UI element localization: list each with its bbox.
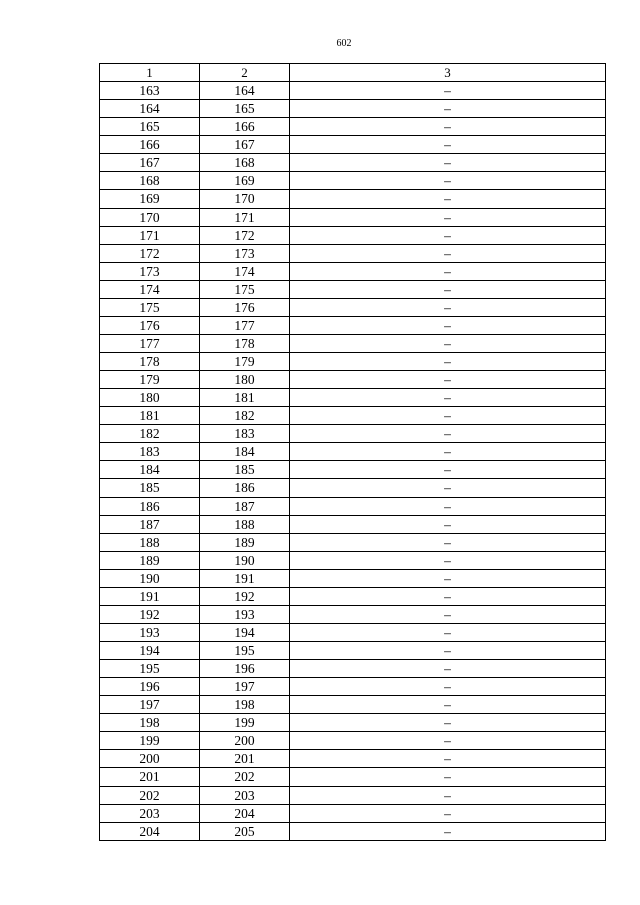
table-cell-col-1: 198 (100, 714, 200, 732)
table-cell-col-2: 177 (200, 316, 290, 334)
table-cell-col-1: 204 (100, 822, 200, 840)
table-row (100, 479, 606, 497)
table-cell-col-3: – (290, 154, 606, 172)
table-cell-col-1: 186 (100, 497, 200, 515)
table-cell-col-1: 192 (100, 605, 200, 623)
table-cell-col-3: – (290, 569, 606, 587)
table-cell-col-2: 183 (200, 425, 290, 443)
table-row (100, 623, 606, 641)
table-row (100, 497, 606, 515)
table-cell-col-3: – (290, 226, 606, 244)
table-cell-col-2: 184 (200, 443, 290, 461)
table-row (100, 551, 606, 569)
table-cell-col-2: 169 (200, 172, 290, 190)
page-number: 602 (336, 38, 352, 49)
table-row (100, 298, 606, 316)
table-row (100, 804, 606, 822)
table-row (100, 732, 606, 750)
table-cell-col-2: 168 (200, 154, 290, 172)
table-cell-col-1: 172 (100, 244, 200, 262)
table-cell-col-2: 180 (200, 371, 290, 389)
table-cell-col-1: 177 (100, 334, 200, 352)
table-cell-col-2: 174 (200, 262, 290, 280)
table-row (100, 154, 606, 172)
table-cell-col-3: – (290, 136, 606, 154)
table-row (100, 569, 606, 587)
table-cell-col-3: – (290, 479, 606, 497)
table-row (100, 515, 606, 533)
table-cell-col-3: – (290, 768, 606, 786)
table-cell-col-2: 176 (200, 298, 290, 316)
table-cell-col-3: – (290, 732, 606, 750)
table-cell-col-2: 170 (200, 190, 290, 208)
table-cell-col-3: – (290, 696, 606, 714)
table-cell-col-1: 191 (100, 587, 200, 605)
table-cell-col-2: 175 (200, 280, 290, 298)
table-cell-col-2: 179 (200, 353, 290, 371)
table-cell-col-3: – (290, 334, 606, 352)
table-cell-col-2: 202 (200, 768, 290, 786)
table-cell-col-2: 194 (200, 623, 290, 641)
table-row (100, 714, 606, 732)
table-cell-col-3: – (290, 407, 606, 425)
table-cell-col-2: 171 (200, 208, 290, 226)
table-cell-col-1: 194 (100, 642, 200, 660)
table-cell-col-1: 166 (100, 136, 200, 154)
table-cell-col-3: – (290, 642, 606, 660)
table-cell-col-2: 190 (200, 551, 290, 569)
table-cell-col-1: 201 (100, 768, 200, 786)
table-cell-col-2: 167 (200, 136, 290, 154)
table-cell-col-1: 199 (100, 732, 200, 750)
table-cell-col-3: – (290, 298, 606, 316)
table-cell-col-2: 189 (200, 533, 290, 551)
table-cell-col-1: 196 (100, 678, 200, 696)
table-cell-col-3: – (290, 208, 606, 226)
table-cell-col-3: – (290, 100, 606, 118)
table-cell-col-3: – (290, 443, 606, 461)
table-cell-col-3: – (290, 714, 606, 732)
table-cell-col-3: – (290, 551, 606, 569)
table-cell-col-1: 180 (100, 389, 200, 407)
table-cell-col-1: 202 (100, 786, 200, 804)
table-row (100, 118, 606, 136)
table-row (100, 262, 606, 280)
table-cell-col-1: 164 (100, 100, 200, 118)
table-cell-col-3: – (290, 533, 606, 551)
table-cell-col-3: – (290, 515, 606, 533)
table-cell-col-1: 179 (100, 371, 200, 389)
table-cell-col-3: – (290, 605, 606, 623)
table-cell-col-1: 165 (100, 118, 200, 136)
table-cell-col-1: 185 (100, 479, 200, 497)
table-row (100, 461, 606, 479)
table-cell-col-2: 197 (200, 678, 290, 696)
table-cell-col-3: – (290, 190, 606, 208)
table-cell-col-2: 195 (200, 642, 290, 660)
table-cell-col-2: 205 (200, 822, 290, 840)
table-row (100, 316, 606, 334)
table-cell-col-1: 193 (100, 623, 200, 641)
table-row (100, 82, 606, 100)
table-cell-col-1: 171 (100, 226, 200, 244)
table-row (100, 786, 606, 804)
table-cell-col-3: – (290, 371, 606, 389)
table-row (100, 208, 606, 226)
table-cell-col-3: – (290, 804, 606, 822)
table-cell-col-2: 173 (200, 244, 290, 262)
table-cell-col-1: 190 (100, 569, 200, 587)
table-cell-col-2: 188 (200, 515, 290, 533)
table-cell-col-3: – (290, 389, 606, 407)
table-cell-col-2: 181 (200, 389, 290, 407)
table-body (100, 82, 606, 841)
table-cell-col-1: 197 (100, 696, 200, 714)
table-row (100, 750, 606, 768)
table-cell-col-2: 201 (200, 750, 290, 768)
table-cell-col-3: – (290, 497, 606, 515)
table-cell-col-2: 193 (200, 605, 290, 623)
table-cell-col-1: 178 (100, 353, 200, 371)
table-cell-col-2: 165 (200, 100, 290, 118)
table-row (100, 642, 606, 660)
table-row (100, 226, 606, 244)
table-cell-col-2: 200 (200, 732, 290, 750)
table-row (100, 244, 606, 262)
table-cell-col-3: – (290, 678, 606, 696)
table-cell-col-2: 185 (200, 461, 290, 479)
table-cell-col-2: 191 (200, 569, 290, 587)
table-cell-col-3: – (290, 587, 606, 605)
table-row (100, 172, 606, 190)
table-cell-col-1: 200 (100, 750, 200, 768)
table-cell-col-1: 181 (100, 407, 200, 425)
table-cell-col-1: 176 (100, 316, 200, 334)
table-cell-col-1: 170 (100, 208, 200, 226)
column-header-2: 2 (200, 64, 290, 82)
table-cell-col-1: 182 (100, 425, 200, 443)
table-cell-col-2: 164 (200, 82, 290, 100)
table-cell-col-2: 166 (200, 118, 290, 136)
table-row (100, 425, 606, 443)
table-cell-col-1: 184 (100, 461, 200, 479)
table-row (100, 389, 606, 407)
table-cell-col-1: 183 (100, 443, 200, 461)
table-row (100, 678, 606, 696)
table-row (100, 822, 606, 840)
table-row (100, 334, 606, 352)
table-cell-col-2: 204 (200, 804, 290, 822)
column-header-3: 3 (290, 64, 606, 82)
table-cell-col-1: 167 (100, 154, 200, 172)
table-cell-col-2: 186 (200, 479, 290, 497)
table-row (100, 605, 606, 623)
table-cell-col-3: – (290, 82, 606, 100)
table-cell-col-1: 168 (100, 172, 200, 190)
data-table (99, 63, 606, 841)
table-row (100, 353, 606, 371)
table-cell-col-2: 199 (200, 714, 290, 732)
table-cell-col-1: 174 (100, 280, 200, 298)
table-row (100, 280, 606, 298)
table-cell-col-3: – (290, 660, 606, 678)
table-cell-col-1: 189 (100, 551, 200, 569)
table-cell-col-2: 203 (200, 786, 290, 804)
table-row (100, 371, 606, 389)
table-cell-col-1: 175 (100, 298, 200, 316)
table-header-row (100, 64, 606, 82)
table-row (100, 587, 606, 605)
table-row (100, 407, 606, 425)
table-cell-col-3: – (290, 244, 606, 262)
table-row (100, 533, 606, 551)
table-cell-col-3: – (290, 118, 606, 136)
table-row (100, 660, 606, 678)
table-row (100, 100, 606, 118)
table-row (100, 136, 606, 154)
table-cell-col-2: 196 (200, 660, 290, 678)
table-cell-col-3: – (290, 280, 606, 298)
table-cell-col-2: 198 (200, 696, 290, 714)
table-cell-col-1: 169 (100, 190, 200, 208)
table-row (100, 768, 606, 786)
table-cell-col-3: – (290, 262, 606, 280)
table-cell-col-2: 178 (200, 334, 290, 352)
table-cell-col-3: – (290, 316, 606, 334)
table-cell-col-2: 182 (200, 407, 290, 425)
table-cell-col-3: – (290, 623, 606, 641)
table-cell-col-1: 173 (100, 262, 200, 280)
table-row (100, 190, 606, 208)
table-cell-col-1: 187 (100, 515, 200, 533)
table-cell-col-3: – (290, 786, 606, 804)
table-cell-col-1: 188 (100, 533, 200, 551)
table-cell-col-3: – (290, 461, 606, 479)
table-cell-col-2: 187 (200, 497, 290, 515)
table-cell-col-2: 172 (200, 226, 290, 244)
table-cell-col-1: 203 (100, 804, 200, 822)
table-cell-col-3: – (290, 353, 606, 371)
table-cell-col-3: – (290, 750, 606, 768)
table-cell-col-3: – (290, 425, 606, 443)
column-header-1: 1 (100, 64, 200, 82)
table-cell-col-2: 192 (200, 587, 290, 605)
table-cell-col-1: 163 (100, 82, 200, 100)
table-cell-col-1: 195 (100, 660, 200, 678)
table-row (100, 696, 606, 714)
table-cell-col-3: – (290, 172, 606, 190)
table-cell-col-3: – (290, 822, 606, 840)
table-row (100, 443, 606, 461)
